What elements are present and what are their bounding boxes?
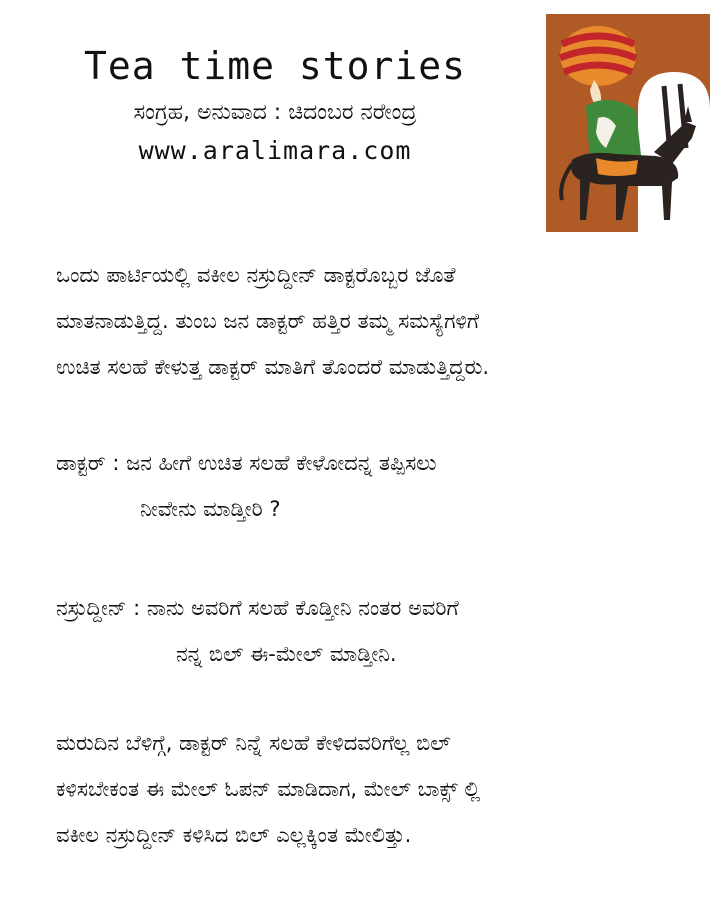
story-ending xyxy=(56,720,480,858)
text-line: ನೀವೇನು ಮಾಡ್ತೀರಿ ? xyxy=(140,497,281,521)
dialogue-doctor xyxy=(56,440,437,532)
text-line: ಮರುದಿನ ಬೆಳಿಗ್ಗೆ, ಡಾಕ್ಟರ್ ನಿನ್ನೆ ಸಲಹೆ ಕೇಳಿದವರಿಗೆಲ್ಲ ಬಿಲ್ xyxy=(56,731,451,755)
text-line: ಮಾತನಾಡುತ್ತಿದ್ದ. ತುಂಬ ಜನ ಡಾಕ್ಟರ್ ಹತ್ತಿರ ತಮ್ಮ ಸಮಸ್ಯೆಗಳಿಗೆ xyxy=(56,309,480,333)
text-line: ಡಾಕ್ಟರ್ : ಜನ ಹೀಗೆ ಉಚಿತ ಸಲಹೆ ಕೇಳೋದನ್ನ ತಪ್ಪಿಸಲು xyxy=(56,451,437,475)
text-line: ನನ್ನ ಬಿಲ್ ಈ-ಮೇಲ್ ಮಾಡ್ತೀನಿ. xyxy=(176,642,397,666)
text-line: ಕಳಿಸಬೇಕಂತ ಈ ಮೇಲ್ ಓಪನ್ ಮಾಡಿದಾಗ, ಮೇಲ್ ಬಾಕ್ಸ್ ಲ್ಲಿ xyxy=(56,777,481,801)
nasruddin-on-donkey-icon xyxy=(546,14,710,232)
text-line: ನಸ್ರುದ್ದೀನ್ : ನಾನು ಅವರಿಗೆ ಸಲಹೆ ಕೊಡ್ತೀನಿ ನಂತರ ಅವರಿಗೆ xyxy=(56,596,459,620)
story-paragraph xyxy=(56,252,489,390)
dialogue-nasruddin xyxy=(56,585,459,677)
nasruddin-on-donkey-illustration xyxy=(546,14,710,232)
text-line: ವಕೀಲ ನಸ್ರುದ್ದೀನ್ ಕಳಿಸಿದ ಬಿಲ್ ಎಲ್ಲಕ್ಕಿಂತ ಮೇಲಿತ್ತು. xyxy=(56,823,412,847)
text-line: ಒಂದು ಪಾರ್ಟಿಯಲ್ಲಿ ವಕೀಲ ನಸ್ರುದ್ದೀನ್ ಡಾಕ್ಟರೊಬ್ಬರ ಜೊತೆ xyxy=(56,263,456,287)
text-line: ಉಚಿತ ಸಲಹೆ ಕೇಳುತ್ತ ಡಾಕ್ಟರ್ ಮಾತಿಗೆ ತೊಂದರೆ ಮಾಡುತ್ತಿದ್ದರು. xyxy=(56,355,490,379)
page-title: Tea time stories xyxy=(83,44,467,88)
header xyxy=(40,40,510,170)
website-url: www.aralimara.com xyxy=(138,136,412,165)
page-subtitle: ಸಂಗ್ರಹ, ಅನುವಾದ : ಚಿದಂಬರ ನರೇಂದ್ರ xyxy=(133,100,417,125)
